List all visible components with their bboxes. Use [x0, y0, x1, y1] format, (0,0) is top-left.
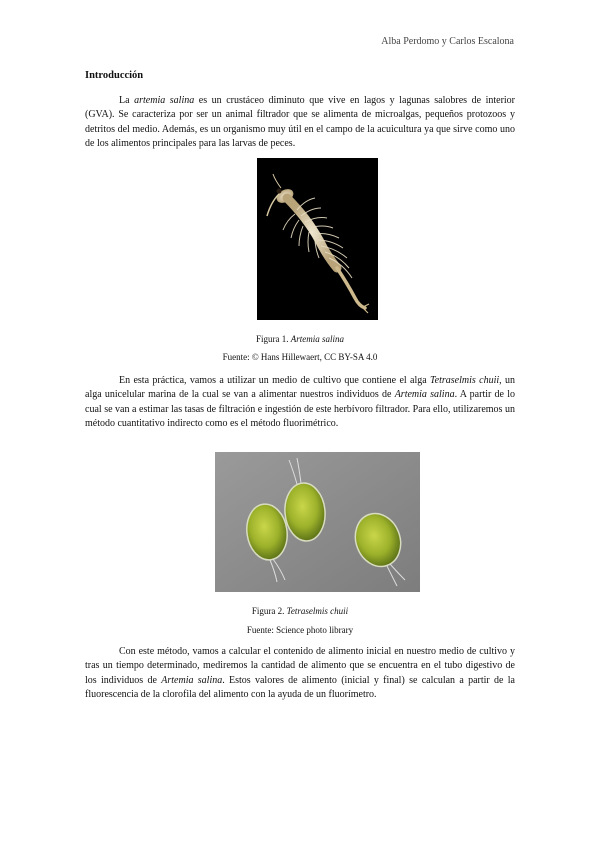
- figure-2-caption: [85, 606, 515, 616]
- figure-1-source: Fuente: © Hans Hillewaert, CC BY-SA 4.0: [222, 352, 378, 362]
- figure-species: Tetraselmis chuii: [286, 606, 349, 616]
- figure-label: Figura 1.: [256, 334, 291, 344]
- section-title: Introducción: [85, 70, 144, 81]
- artemia-salina-photo: [257, 158, 378, 320]
- figure-species: Artemia salina: [290, 334, 344, 344]
- text-segment: . Estos valores de alimento (inicial y final) se calculan a partir de la fluorescencia de la clorofila del alimento con la ayuda de un fluorímetro.: [85, 674, 515, 700]
- text-segment: es un crustáceo diminuto que vive en lagos y lagunas salobres de interior (GVA). Se caracteriza por ser un animal filtrador que se alimenta de microalgas, pequeños protozoos y detritos del medio. Además, es un organismo muy útil en el campo de la acuicultura ya que sirve como uno de los alimentos principales para las larvas de peces.: [85, 95, 516, 149]
- text-segment: La: [119, 95, 135, 106]
- figure-label: Figura 2.: [251, 606, 287, 616]
- page-header-authors: Alba Perdomo y Carlos Escalona: [381, 36, 514, 47]
- text-segment: . A partir de lo cual se van a estimar las tasas de filtración e ingestión de este herbívoro filtrador. Para ello, utilizaremos un método cuantitativo indirecto como es el método fluorimétrico.: [85, 389, 516, 429]
- species-name: Artemia salina: [161, 674, 223, 686]
- text-segment: Con este método, vamos a calcular el contenido de alimento inicial en nuestro medio de cultivo y tras un tiempo determinado, mediremos la cantidad de alimento que se encuentra en el tubo digestivo de los individuos de: [85, 646, 515, 686]
- species-name: Artemia salina: [394, 389, 455, 401]
- methods-paragraph: [85, 374, 515, 431]
- text-segment: , un alga unicelular marina de la cual se van a alimentar nuestros individuos de: [85, 375, 515, 401]
- species-name: artemia salina: [134, 95, 195, 106]
- figure-1-caption: [85, 334, 515, 344]
- figure-2-source: Fuente: Science photo library: [246, 625, 354, 635]
- fluorimetry-paragraph: [85, 645, 515, 702]
- tetraselmis-chuii-photo: [215, 452, 420, 592]
- species-name: Tetraselmis chuii: [430, 375, 500, 386]
- intro-paragraph: [85, 94, 515, 151]
- text-segment: En esta práctica, vamos a utilizar un medio de cultivo que contiene el alga: [119, 375, 431, 386]
